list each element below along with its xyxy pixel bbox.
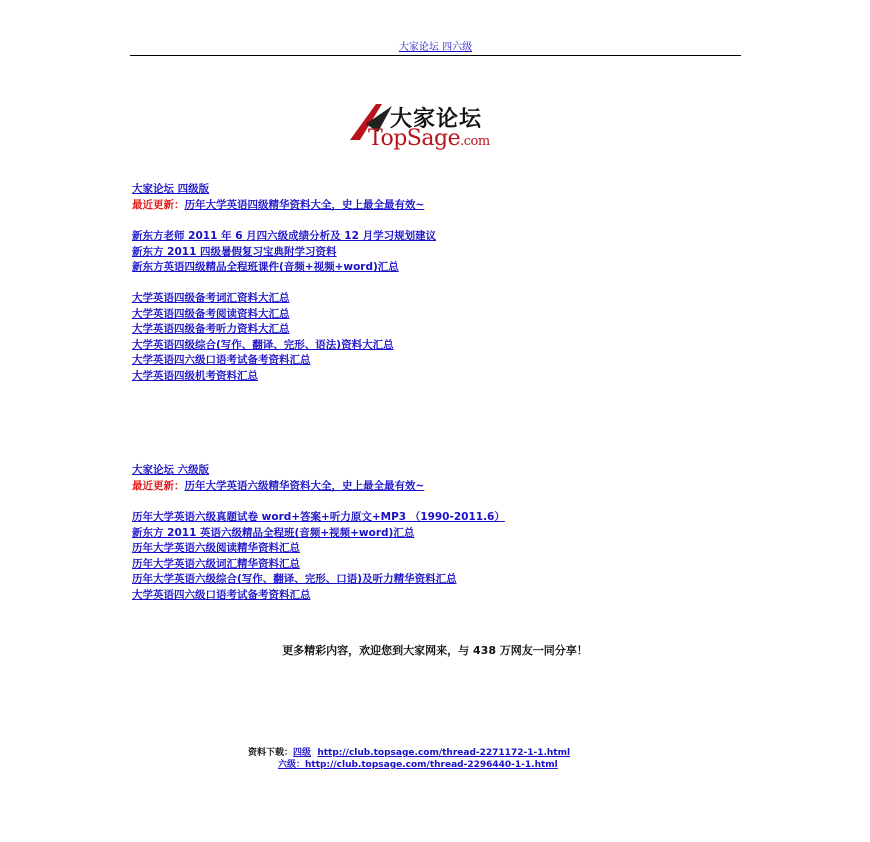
cet6-link[interactable]: 历年大学英语六级综合(写作、翻译、完形、口语)及听力精华资料汇总 [132, 573, 457, 585]
cet6-item [132, 557, 300, 571]
cet4-group2-item [132, 291, 290, 305]
cet6-link[interactable]: 大学英语四六级口语考试备考资料汇总 [132, 589, 311, 601]
cet6-update-link[interactable]: 历年大学英语六级精华资料大全，史上最全最有效~ [184, 480, 425, 492]
cet4-update-row [132, 198, 424, 212]
cet6-link[interactable]: 历年大学英语六级阅读精华资料汇总 [132, 542, 300, 554]
cet6-link[interactable]: 新东方 2011 英语六级精品全程班(音频+视频+word)汇总 [132, 527, 415, 539]
cet6-update-label: 最近更新： [132, 480, 185, 492]
cet6-item [132, 541, 300, 555]
download-label: 资料下载： [248, 748, 294, 758]
cet4-link[interactable]: 大学英语四级备考阅读资料大汇总 [132, 308, 290, 320]
logo-en-text: TopSage.com [368, 126, 490, 151]
cet4-link[interactable]: 大学英语四级备考听力资料大汇总 [132, 323, 290, 335]
download-cet6-label-link[interactable]: 六级： [278, 760, 306, 770]
cet6-item [132, 526, 414, 540]
cet6-link[interactable]: 历年大学英语六级词汇精华资料汇总 [132, 558, 300, 570]
cet4-update-label: 最近更新： [132, 199, 185, 211]
download-row-cet6 [278, 759, 558, 771]
cet6-item [132, 588, 311, 602]
download-row-cet4 [248, 747, 570, 759]
cet4-group2-item [132, 338, 394, 352]
header-title-link[interactable]: 大家论坛 四六级 [398, 42, 473, 53]
cet4-link[interactable]: 大学英语四级综合(写作、翻译、完形、语法)资料大汇总 [132, 339, 394, 351]
cet4-link[interactable]: 大学英语四六级口语考试备考资料汇总 [132, 354, 311, 366]
cet6-link[interactable]: 历年大学英语六级真题试卷 word+答案+听力原文+MP3 （1990-2011.6） [132, 511, 505, 523]
cet4-group2-item [132, 307, 290, 321]
cet6-update-row [132, 479, 424, 493]
page-header [130, 42, 741, 56]
cet4-link[interactable]: 大学英语四级机考资料汇总 [132, 370, 258, 382]
logo-cn-text: 大家论坛 [390, 106, 483, 132]
cet4-group2-item [132, 353, 311, 367]
cet4-group2-item [132, 369, 258, 383]
cet6-section-title-row [132, 463, 209, 477]
cet6-item [132, 510, 505, 524]
cet4-update-link[interactable]: 历年大学英语四级精华资料大全，史上最全最有效~ [184, 199, 425, 211]
cet4-link[interactable]: 大学英语四级备考词汇资料大汇总 [132, 292, 290, 304]
cet6-item [132, 572, 457, 586]
cet4-group1-item [132, 245, 337, 259]
cet4-group1-item [132, 260, 399, 274]
cet6-section-title-link[interactable]: 大家论坛 六级版 [132, 464, 210, 476]
cet4-link[interactable]: 新东方老师 2011 年 6 月四六级成绩分析及 12 月学习规划建议 [132, 230, 437, 242]
cet4-section-title-row [132, 182, 209, 196]
cet4-link[interactable]: 新东方英语四级精品全程班课件(音频+视频+word)汇总 [132, 261, 399, 273]
download-cet4-url-link[interactable]: http://club.topsage.com/thread-2271172-1-1.html [317, 748, 571, 758]
cet4-group2-item [132, 322, 290, 336]
footer-message: 更多精彩内容，欢迎您到大家网来，与 438 万网友一同分享！ [282, 644, 588, 657]
download-cet4-label-link[interactable]: 四级 [293, 748, 312, 758]
download-cet6-url-link[interactable]: http://club.topsage.com/thread-2296440-1-1.html [305, 760, 558, 770]
topsage-logo [348, 102, 524, 160]
cet4-section-title-link[interactable]: 大家论坛 四级版 [132, 183, 210, 195]
cet4-link[interactable]: 新东方 2011 四级暑假复习宝典附学习资料 [132, 246, 337, 258]
cet4-group1-item [132, 229, 436, 243]
